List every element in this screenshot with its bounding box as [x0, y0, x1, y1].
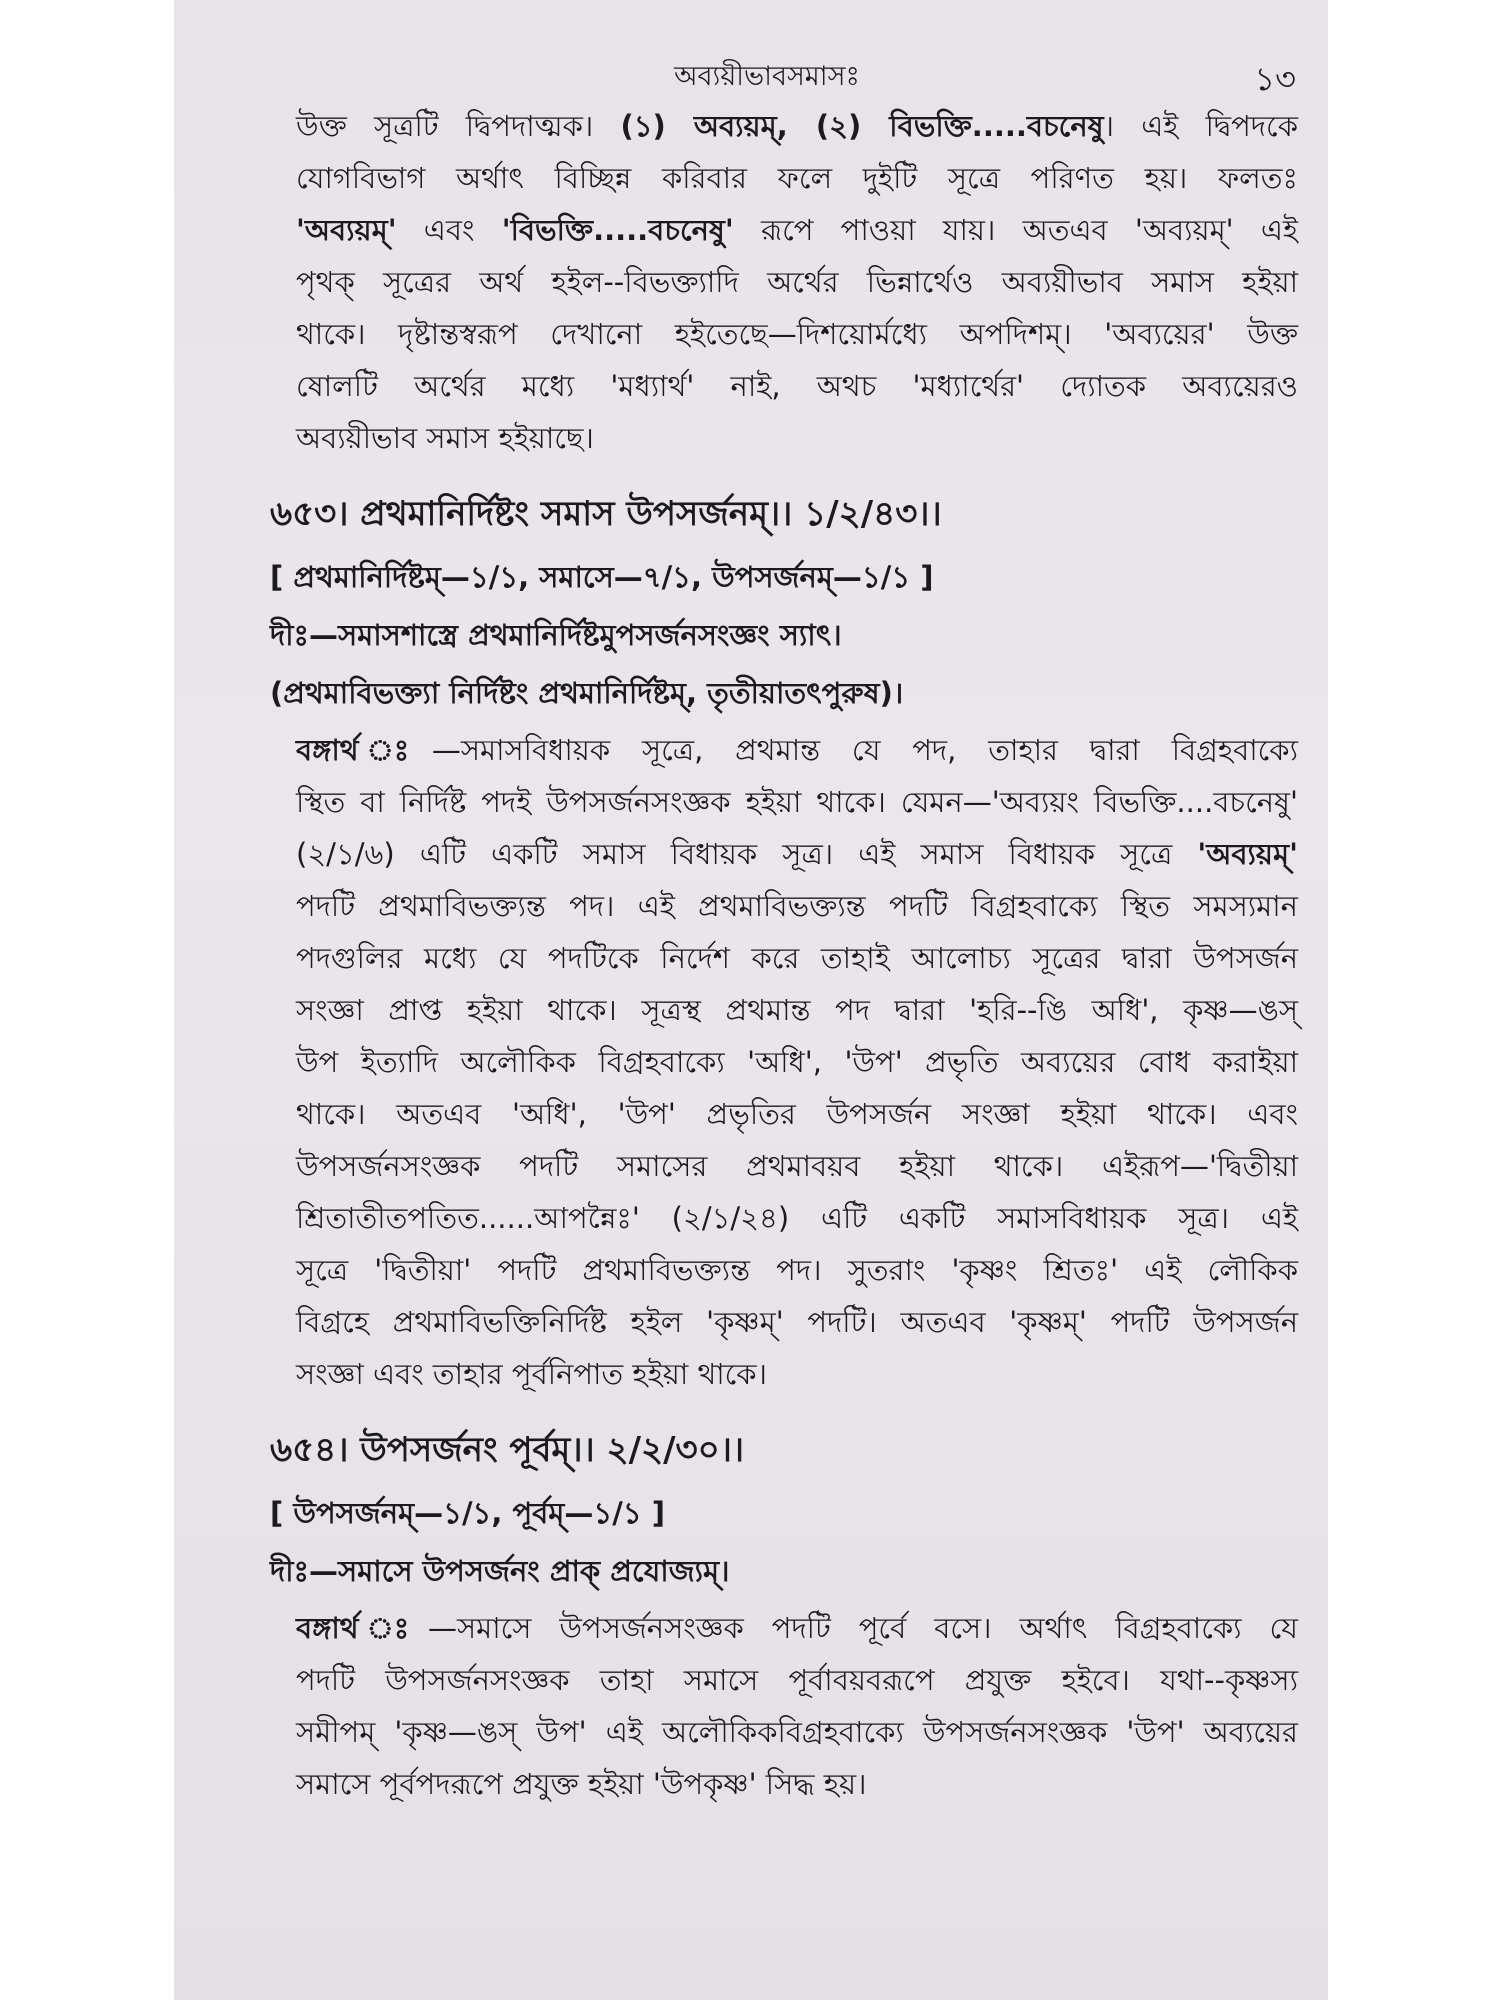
sutra-653-dikshita: দীঃ—সমাসশাস্ত্রে প্রথমানির্দিষ্টমুপসর্জনসংজ্ঞং স্যাৎ।: [270, 618, 842, 652]
text-line: বঙ্গার্থ ঃ—সমাসে উপসর্জনসংজ্ঞক পদটি পূর্বে বসে। অর্থাৎ বিগ্রহবাক্যে যে: [296, 1611, 1298, 1645]
page-header: [236, 56, 1298, 100]
text-line: বিগ্রহে প্রথমাবিভক্তিনির্দিষ্ট হইল 'কৃষ্ণম্' পদটি। অতএব 'কৃষ্ণম্' পদটি উপসর্জন: [296, 1305, 1298, 1339]
text-line: পদটি প্রথমাবিভক্ত্যন্ত পদ। এই প্রথমাবিভক্ত্যন্ত পদটি বিগ্রহবাক্যে স্থিত সমস্যমান: [296, 889, 1298, 923]
text-line: সংজ্ঞা এবং তাহার পূর্বনিপাত হইয়া থাকে।: [296, 1357, 767, 1391]
text-line: পদটি উপসর্জনসংজ্ঞক তাহা সমাসে পূর্বাবয়বরূপে প্রযুক্ত হইবে। যথা--কৃষ্ণস্য: [296, 1663, 1298, 1697]
sutra-653-explanation: [236, 724, 1298, 1400]
text-line: থাকে। অতএব 'অধি', 'উপ' প্রভৃতির উপসর্জন সংজ্ঞা হইয়া থাকে। এবং: [296, 1097, 1298, 1131]
text-line: উপ ইত্যাদি অলৌকিক বিগ্রহবাক্যে 'অধি', 'উপ' প্রভৃতি অব্যয়ের বোধ করাইয়া: [296, 1045, 1298, 1079]
text-line: পদগুলির মধ্যে যে পদটিকে নির্দেশ করে তাহাই আলোচ্য সূত্রের দ্বারা উপসর্জন: [296, 941, 1298, 975]
page-number: ১৩: [1254, 60, 1296, 98]
text-line: বঙ্গার্থ ঃ—সমাসবিধায়ক সূত্রে, প্রথমান্ত যে পদ, তাহার দ্বারা বিগ্রহবাক্যে: [296, 733, 1298, 767]
text-line: শ্রিতাতীতপতিত......আপন্নৈঃ' (২/১/২৪) এটি একটি সমাসবিধায়ক সূত্র। এই: [296, 1201, 1298, 1235]
text-line: থাকে। দৃষ্টান্তস্বরূপ দেখানো হইতেছে—দিশয়োর্মধ্যে অপদিশম্। 'অব্যয়ের' উক্ত: [296, 317, 1298, 351]
text-line: (২/১/৬) এটি একটি সমাস বিধায়ক সূত্র। এই সমাস বিধায়ক সূত্রে 'অব্যয়ম্': [296, 837, 1298, 871]
text-line: 'অব্যয়ম্' এবং 'বিভক্তি.....বচনেষু' রূপে পাওয়া যায়। অতএব 'অব্যয়ম্' এই: [296, 213, 1298, 247]
sutra-654-heading: ৬৫৪। উপসর্জনং পূর্বম্।। ২/২/৩০।।: [270, 1430, 745, 1470]
sutra-654-padaccheda: [ উপসর্জনম্—১/১, পূর্বম্—১/১ ]: [270, 1496, 665, 1530]
running-title: অব্যয়ীভাবসমাসঃ: [674, 61, 860, 92]
sutra-653-note: (প্রথমাবিভক্ত্যা নির্দিষ্টং প্রথমানির্দিষ্টম্, তৃতীয়াতৎপুরুষ)।: [270, 676, 904, 710]
text-line: পৃথক্ সূত্রের অর্থ হইল--বিভক্ত্যাদি অর্থের ভিন্নার্থেও অব্যয়ীভাব সমাস হইয়া: [296, 265, 1298, 299]
text-line: অব্যয়ীভাব সমাস হইয়াছে।: [296, 421, 594, 455]
text-line: সংজ্ঞা প্রাপ্ত হইয়া থাকে। সূত্রস্থ প্রথমান্ত পদ দ্বারা 'হরি--ঙি অধি', কৃষ্ণ—ঙস্: [296, 993, 1298, 1027]
text-line: ষোলটি অর্থের মধ্যে 'মধ্যার্থ' নাই, অথচ 'মধ্যার্থের' দ্যোতক অব্যয়েরও: [296, 369, 1298, 403]
text-line: যোগবিভাগ অর্থাৎ বিচ্ছিন্ন করিবার ফলে দুইটি সূত্রে পরিণত হয়। ফলতঃ: [296, 161, 1298, 195]
text-line: উপসর্জনসংজ্ঞক পদটি সমাসের প্রথমাবয়ব হইয়া থাকে। এইরূপ—'দ্বিতীয়া: [296, 1149, 1298, 1183]
text-line: সূত্রে 'দ্বিতীয়া' পদটি প্রথমাবিভক্ত্যন্ত পদ। সুতরাং 'কৃষ্ণং শ্রিতঃ' এই লৌকিক: [296, 1253, 1298, 1287]
sutra-653-heading: ৬৫৩। প্রথমানির্দিষ্টং সমাস উপসর্জনম্।। ১/২/৪৩।।: [270, 494, 942, 534]
text-line: সমাসে পূর্বপদরূপে প্রযুক্ত হইয়া 'উপকৃষ্ণ' সিদ্ধ হয়।: [296, 1767, 867, 1801]
text-line: সমীপম্ 'কৃষ্ণ—ঙস্ উপ' এই অলৌকিকবিগ্রহবাক্যে উপসর্জনসংজ্ঞক 'উপ' অব্যয়ের: [296, 1715, 1298, 1749]
text-line: উক্ত সূত্রটি দ্বিপদাত্মক। (১) অব্যয়ম্, (২) বিভক্তি.....বচনেষু। এই দ্বিপদকে: [296, 109, 1298, 143]
sutra-654-explanation: [236, 1602, 1298, 1810]
text-line: স্থিত বা নির্দিষ্ট পদই উপসর্জনসংজ্ঞক হইয়া থাকে। যেমন—'অব্যয়ং বিভক্তি....বচনেষু': [296, 785, 1298, 819]
book-page: [174, 0, 1328, 2000]
sutra-653-padaccheda: [ প্রথমানির্দিষ্টম্—১/১, সমাসে—৭/১, উপসর্জনম্—১/১ ]: [270, 560, 934, 594]
intro-paragraph: [236, 100, 1298, 464]
sutra-654-dikshita: দীঃ—সমাসে উপসর্জনং প্রাক্ প্রযোজ্যম্।: [270, 1554, 730, 1588]
